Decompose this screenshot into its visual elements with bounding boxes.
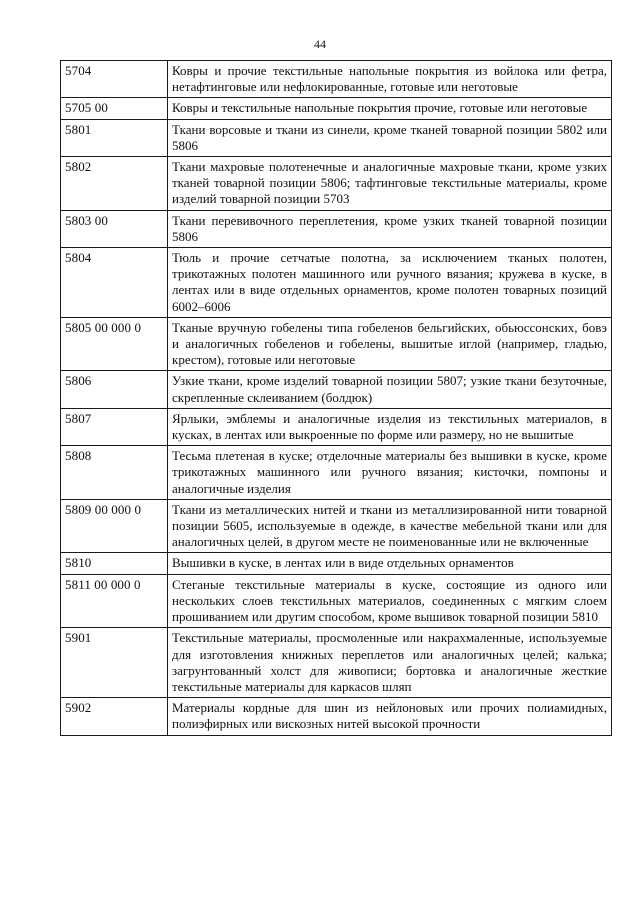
commodity-code-table <box>60 60 612 736</box>
commodity-code-cell: 5811 00 000 0 <box>61 574 168 628</box>
commodity-code-cell: 5805 00 000 0 <box>61 317 168 371</box>
table-row <box>61 553 612 574</box>
commodity-code-cell: 5704 <box>61 61 168 98</box>
commodity-description-cell: Вышивки в куске, в лентах или в виде отдельных орнаментов <box>168 553 612 574</box>
commodity-description-cell: Тесьма плетеная в куске; отделочные материалы без вышивки в куске, кроме трикотажных машинного или ручного вязания; кисточки, помпоны и аналогичные изделия <box>168 446 612 500</box>
commodity-code-cell: 5810 <box>61 553 168 574</box>
commodity-description-cell: Узкие ткани, кроме изделий товарной позиции 5807; узкие ткани безуточные, скрепленные склеиванием (болдюк) <box>168 371 612 408</box>
table-row <box>61 210 612 247</box>
table-row <box>61 119 612 156</box>
table-row <box>61 628 612 698</box>
commodity-code-cell: 5809 00 000 0 <box>61 499 168 553</box>
table-row <box>61 371 612 408</box>
commodity-code-cell: 5808 <box>61 446 168 500</box>
commodity-code-cell: 5804 <box>61 248 168 318</box>
commodity-description-cell: Стеганые текстильные материалы в куске, состоящие из одного или нескольких слоев текстильных материалов, соединенных с мягким слоем прошиванием или другим способом, кроме вышивок товарной позиции 5810 <box>168 574 612 628</box>
commodity-description-cell: Ткани махровые полотенечные и аналогичные махровые ткани, кроме узких тканей товарной позиции 5806; тафтинговые текстильные материалы, кроме изделий товарной позиции 5703 <box>168 157 612 211</box>
commodity-description-cell: Ярлыки, эмблемы и аналогичные изделия из текстильных материалов, в кусках, в лентах или выкроенные по форме или размеру, но не вышитые <box>168 408 612 445</box>
commodity-description-cell: Ткани ворсовые и ткани из синели, кроме тканей товарной позиции 5802 или 5806 <box>168 119 612 156</box>
commodity-description-cell: Ковры и прочие текстильные напольные покрытия из войлока или фетра, нетафтинговые или нефлокированные, готовые или неготовые <box>168 61 612 98</box>
table-row <box>61 61 612 98</box>
table-row <box>61 499 612 553</box>
commodity-description-cell: Текстильные материалы, просмоленные или накрахмаленные, используемые для изготовления книжных переплетов или аналогичных целей; калька; загрунтованный холст для живописи; бортовка и аналогичные жесткие текстильные материалы для каркасов шляп <box>168 628 612 698</box>
page-number: 44 <box>314 37 326 51</box>
commodity-description-cell: Материалы кордные для шин из нейлоновых или прочих полиамидных, полиэфирных или вискозных нитей высокой прочности <box>168 698 612 735</box>
commodity-code-cell: 5902 <box>61 698 168 735</box>
commodity-description-cell: Тканые вручную гобелены типа гобеленов бельгийских, обьюссонских, бовэ и аналогичных гобеленов и гобелены, вышитые иглой (например, гладью, крестом), готовые или неготовые <box>168 317 612 371</box>
table-body <box>61 61 612 736</box>
table-row <box>61 248 612 318</box>
table-row <box>61 446 612 500</box>
commodity-description-cell: Тюль и прочие сетчатые полотна, за исключением тканых полотен, трикотажных полотен машинного или ручного вязания; кружева в куске, в лентах или в виде отдельных орнаментов, кроме полотен товарных позиций 6002–6006 <box>168 248 612 318</box>
commodity-code-cell: 5807 <box>61 408 168 445</box>
commodity-description-cell: Ковры и текстильные напольные покрытия прочие, готовые или неготовые <box>168 98 612 119</box>
commodity-code-cell: 5802 <box>61 157 168 211</box>
table-row <box>61 698 612 735</box>
table-row <box>61 317 612 371</box>
commodity-description-cell: Ткани перевивочного переплетения, кроме узких тканей товарной позиции 5806 <box>168 210 612 247</box>
commodity-code-cell: 5705 00 <box>61 98 168 119</box>
table-row <box>61 574 612 628</box>
commodity-description-cell: Ткани из металлических нитей и ткани из металлизированной нити товарной позиции 5605, используемые в одежде, в качестве мебельной ткани или для аналогичных целей, в другом месте не поименованные или не включенные <box>168 499 612 553</box>
commodity-code-cell: 5803 00 <box>61 210 168 247</box>
table-row <box>61 157 612 211</box>
commodity-code-cell: 5806 <box>61 371 168 408</box>
commodity-code-cell: 5901 <box>61 628 168 698</box>
commodity-code-cell: 5801 <box>61 119 168 156</box>
table-row <box>61 408 612 445</box>
table-row <box>61 98 612 119</box>
